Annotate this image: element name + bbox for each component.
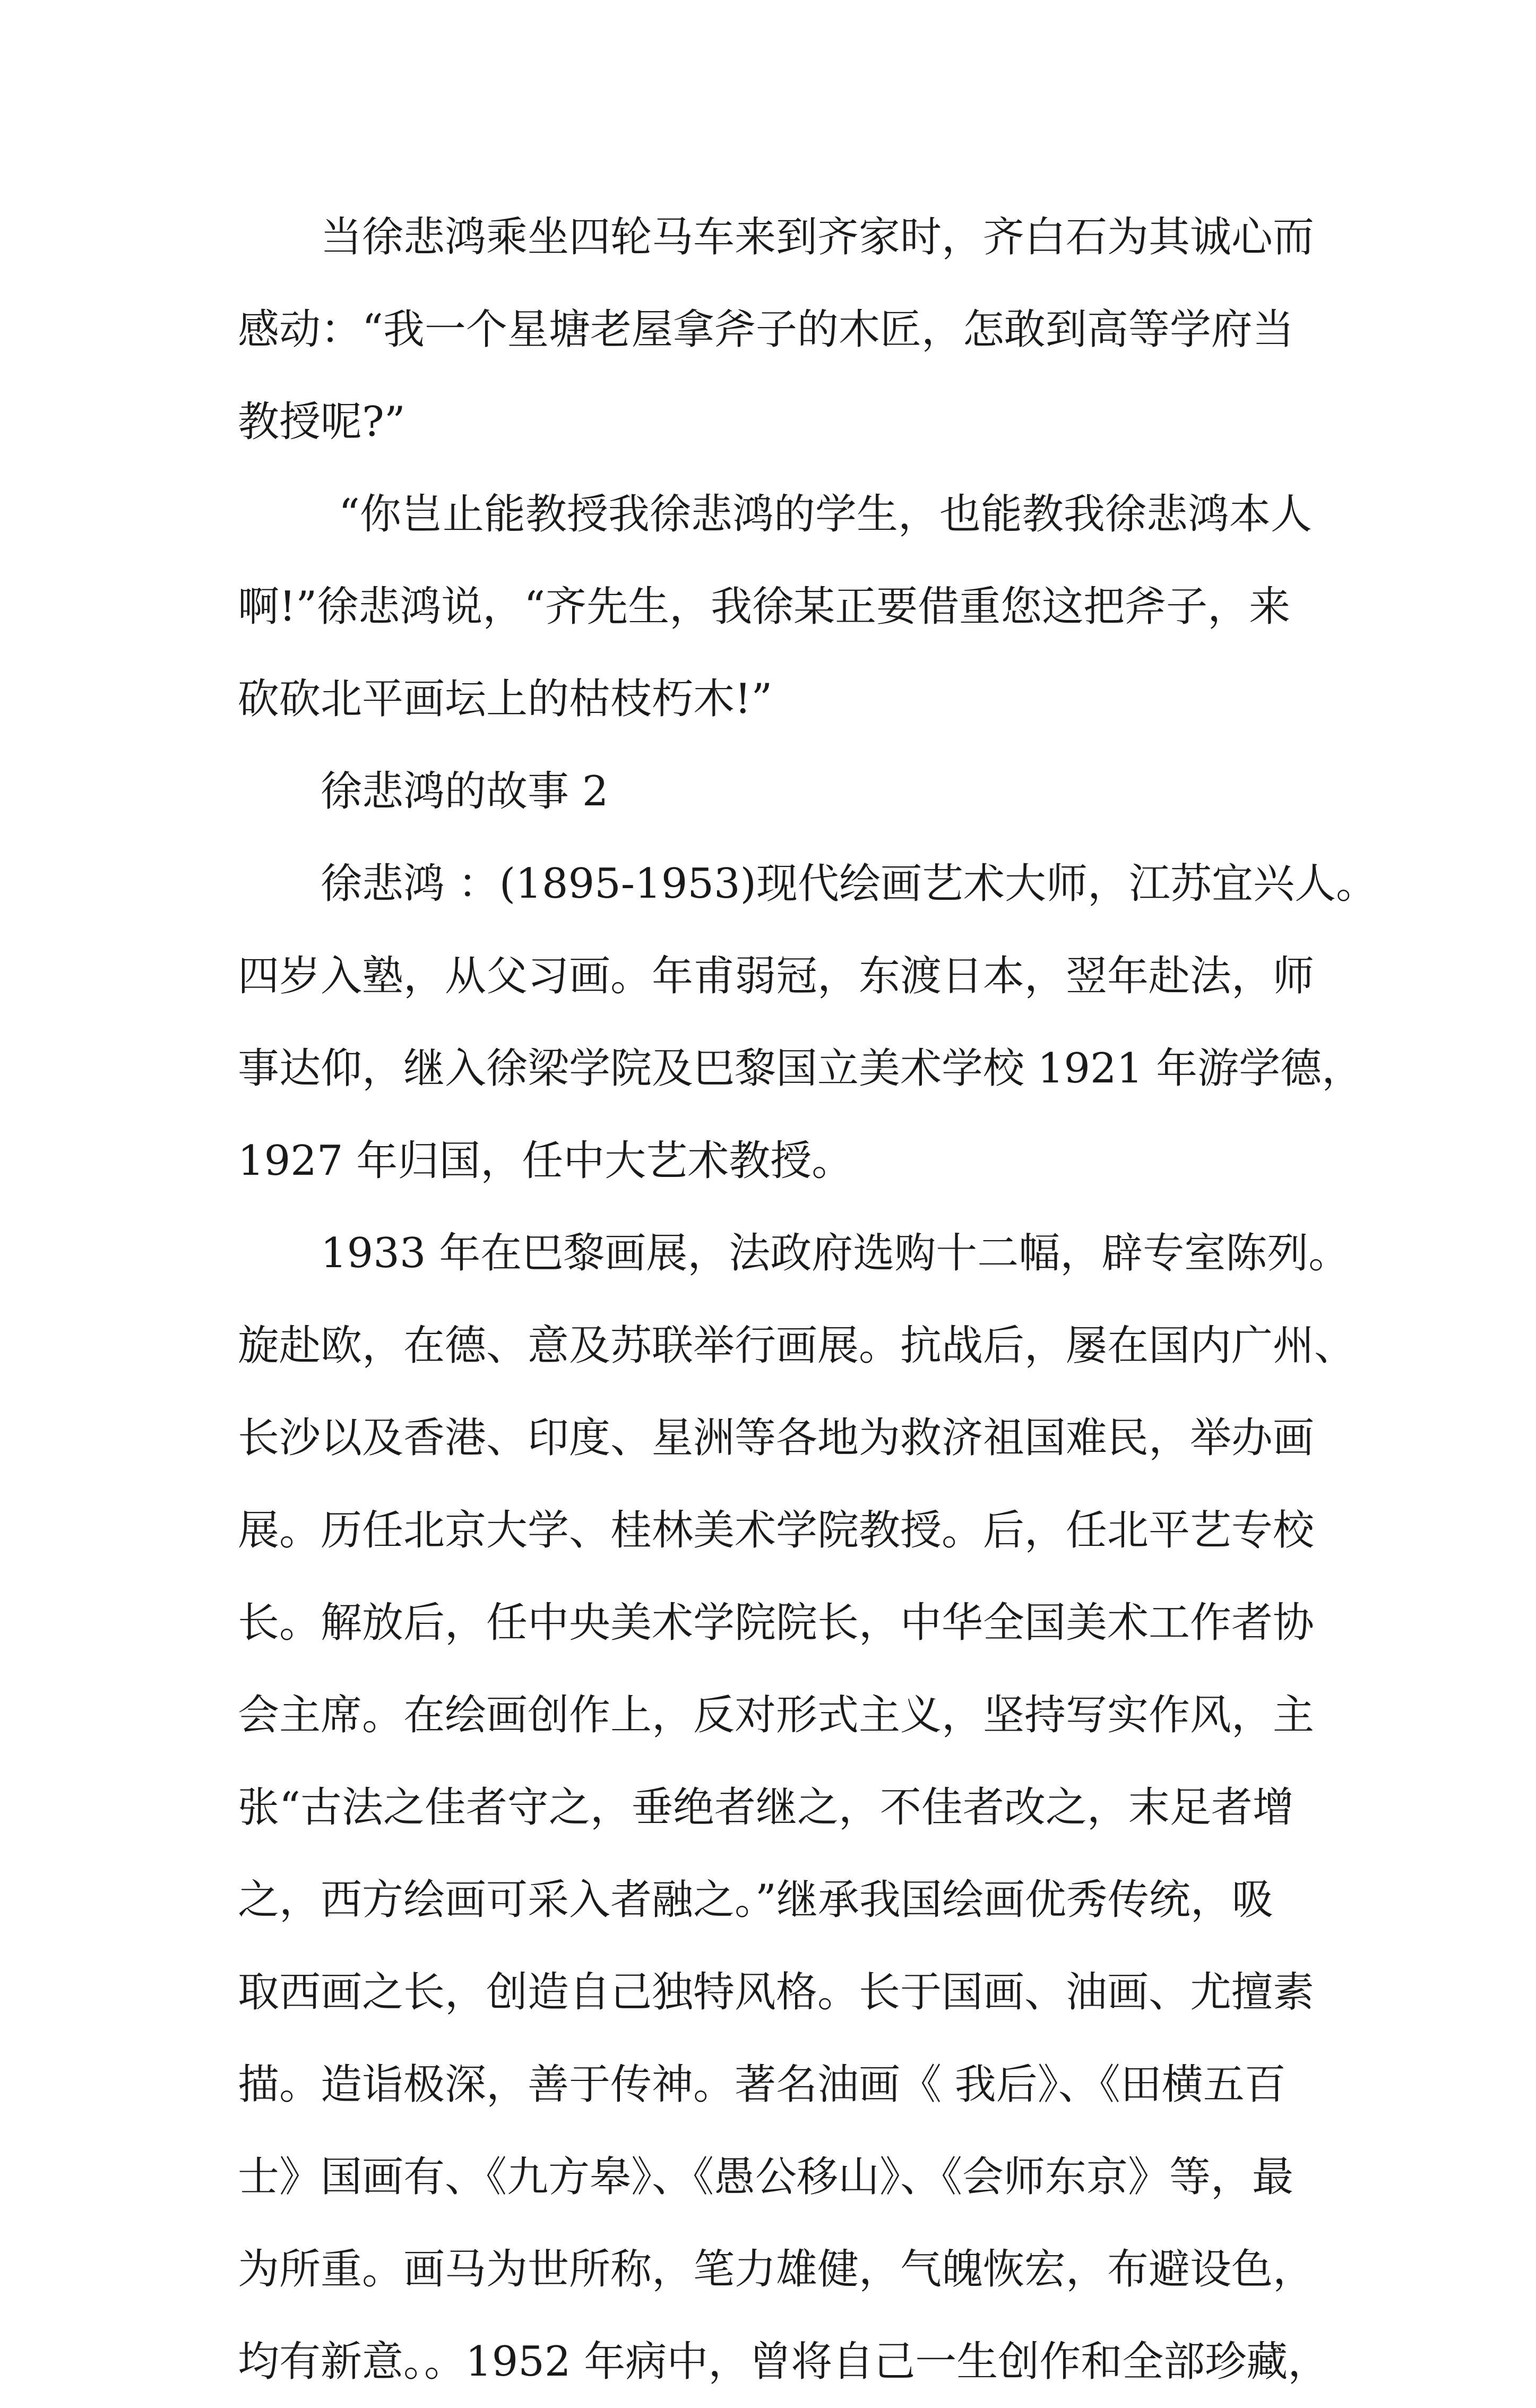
text-line: 四岁入塾，从父习画。年甫弱冠，东渡日本，翌年赴法，师 xyxy=(238,952,1315,1000)
text-line: 士》国画有、《九方皋》、《愚公移山》、《会师东京》等，最 xyxy=(238,2153,1294,2201)
text-line: 均有新意。。1952 年病中，曾将自己一生创作和全部珍藏， xyxy=(238,2338,1330,2386)
paragraph-4 xyxy=(238,1207,1356,2408)
text-line: 为所重。画马为世所称，笔力雄健，气魄恢宏，布避设色， xyxy=(238,2246,1315,2293)
text-line: 描。造诣极深，善于传神。著名油画《 我后》、《田横五百 xyxy=(238,2061,1286,2109)
paragraph-1 xyxy=(238,191,1315,468)
text-line: “你岂止能教授我徐悲鸿的学生，也能教我徐悲鸿本人 xyxy=(339,491,1312,538)
text-line: 感动：“我一个星塘老屋拿斧子的木匠，怎敢到高等学府当 xyxy=(238,306,1294,354)
text-line: 啊!”徐悲鸿说，“齐先生，我徐某正要借重您这把斧子，来 xyxy=(238,583,1291,631)
text-line: 1927 年归国，任中大艺术教授。 xyxy=(238,1137,853,1185)
text-line: 当徐悲鸿乘坐四轮马车来到齐家时，齐白石为其诚心而 xyxy=(321,213,1315,261)
text-line: 事达仰，继入徐梁学院及巴黎国立美术学校 1921 年游学德， xyxy=(238,1045,1364,1093)
document-body xyxy=(238,191,1378,2408)
text-line: 旋赴欧，在德、意及苏联举行画展。抗战后，屡在国内广州、 xyxy=(238,1322,1356,1370)
paragraph-3 xyxy=(238,838,1378,1207)
paragraph-2 xyxy=(238,468,1312,745)
text-line: 展。历任北京大学、桂林美术学院教授。后，任北平艺专校 xyxy=(238,1507,1315,1554)
text-line: 砍砍北平画坛上的枯枝朽木!” xyxy=(238,675,773,723)
text-line: 1933 年在巴黎画展，法政府选购十二幅，辟专室陈列。 xyxy=(321,1229,1350,1277)
text-line: 长。解放后，任中央美术学院院长，中华全国美术工作者协 xyxy=(238,1599,1315,1647)
text-line: 张“古法之佳者守之，垂绝者继之，不佳者改之，末足者增 xyxy=(238,1784,1294,1831)
text-line: 长沙以及香港、印度、星洲等各地为救济祖国难民，举办画 xyxy=(238,1414,1315,1462)
text-line: 徐悲鸿 ：(1895-1953)现代绘画艺术大师，江苏宜兴人。 xyxy=(321,860,1378,908)
section-heading xyxy=(238,745,1305,838)
text-line: 会主席。在绘画创作上，反对形式主义，坚持写实作风，主 xyxy=(238,1691,1315,1739)
section-title: 徐悲鸿的故事 2 xyxy=(321,768,609,815)
text-line: 取西画之长，创造自己独特风格。长于国画、油画、尤擅素 xyxy=(238,1968,1315,2016)
text-line: 之，西方绘画可采入者融之。”继承我国绘画优秀传统，吸 xyxy=(238,1876,1273,1924)
text-line: 教授呢?” xyxy=(238,398,405,446)
